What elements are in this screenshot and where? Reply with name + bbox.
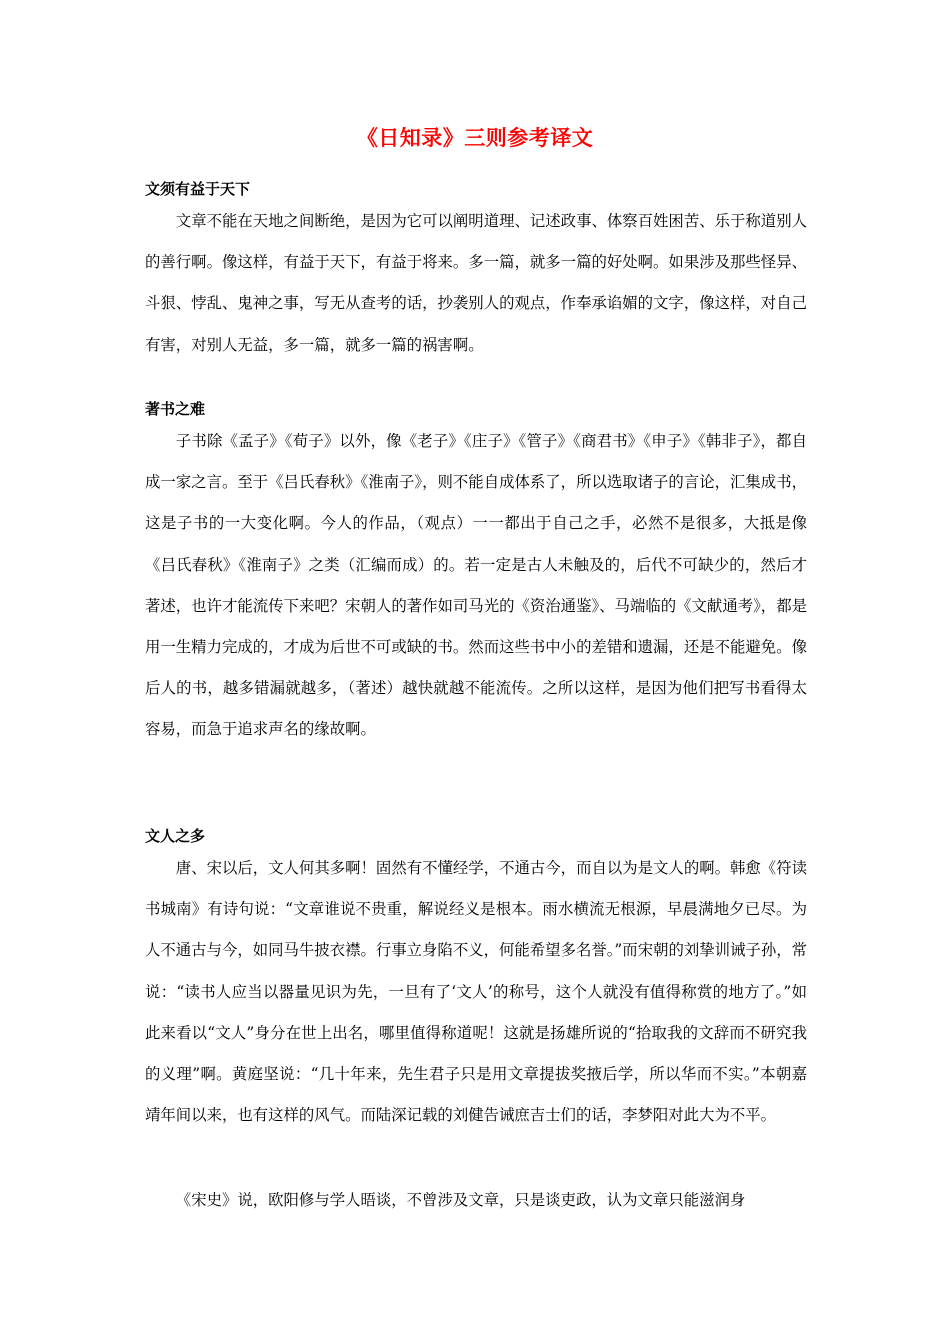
section-paragraph: 唐、宋以后，文人何其多啊！固然有不懂经学，不通古今，而自以为是文人的啊。韩愈《符读书城南》有诗句说：“文章谁说不贵重，解说经义是根本。雨水横流无根源，早晨满地夕已尽。为人不通古与今，如同马牛披衣襟。行事立身陷不义，何能希望多名誉。”而宋朝的刘挚训诫子孙，常说：“读书人应当以器量见识为先，一旦有了‘文人’的称号，这个人就没有值得称赏的地方了。”如此来看以“文人”身分在世上出名，哪里值得称道呢！这就是扬雄所说的“拾取我的文辞而不研究我的义理”啊。黄庭坚说：“几十年来，先生君子只是用文章提拔奖掖后学，所以华而不实。”本朝嘉靖年间以来，也有这样的风气。而陆深记载的刘健告诫庶吉士们的话，李梦阳对此大为不平。 xyxy=(145,859,807,1125)
section-paragraph: 《宋史》说，欧阳修与学人晤谈，不曾涉及文章，只是谈吏政，认为文章只能滋润身 xyxy=(175,1191,746,1209)
section-paragraph: 子书除《孟子》《荀子》以外，像《老子》《庄子》《管子》《商君书》《申子》《韩非子》，都自成一家之言。至于《吕氏春秋》《淮南子》，则不能自成体系了，所以选取诸子的言论，汇集成书，这是子书的一大变化啊。今人的作品，（观点）一一都出于自己之手，必然不是很多，大抵是像《吕氏春秋》《淮南子》之类（汇编而成）的。若一定是古人未触及的，后代不可缺少的，然后才著述，也许才能流传下来吧？宋朝人的著作如司马光的《资治通鉴》、马端临的《文献通考》，都是用一生精力完成的，才成为后世不可或缺的书。然而这些书中小的差错和遗漏，还是不能避免。像后人的书，越多错漏就越多，（著述）越快就越不能流传。之所以这样，是因为他们把写书看得太容易，而急于追求声名的缘故啊。 xyxy=(145,432,807,739)
section-heading: 文须有益于天下 xyxy=(145,180,251,198)
section-heading: 著书之难 xyxy=(145,400,206,418)
document-title: 《日知录》三则参考译文 xyxy=(356,126,594,150)
section-paragraph: 文章不能在天地之间断绝，是因为它可以阐明道理、记述政事、体察百姓困苦、乐于称道别人的善行啊。像这样，有益于天下，有益于将来。多一篇，就多一篇的好处啊。如果涉及那些怪异、斗狠、悖乱、鬼神之事，写无从查考的话，抄袭别人的观点，作奉承谄媚的文字，像这样，对自己有害，对别人无益，多一篇，就多一篇的祸害啊。 xyxy=(145,212,807,354)
section-heading: 文人之多 xyxy=(145,827,206,845)
